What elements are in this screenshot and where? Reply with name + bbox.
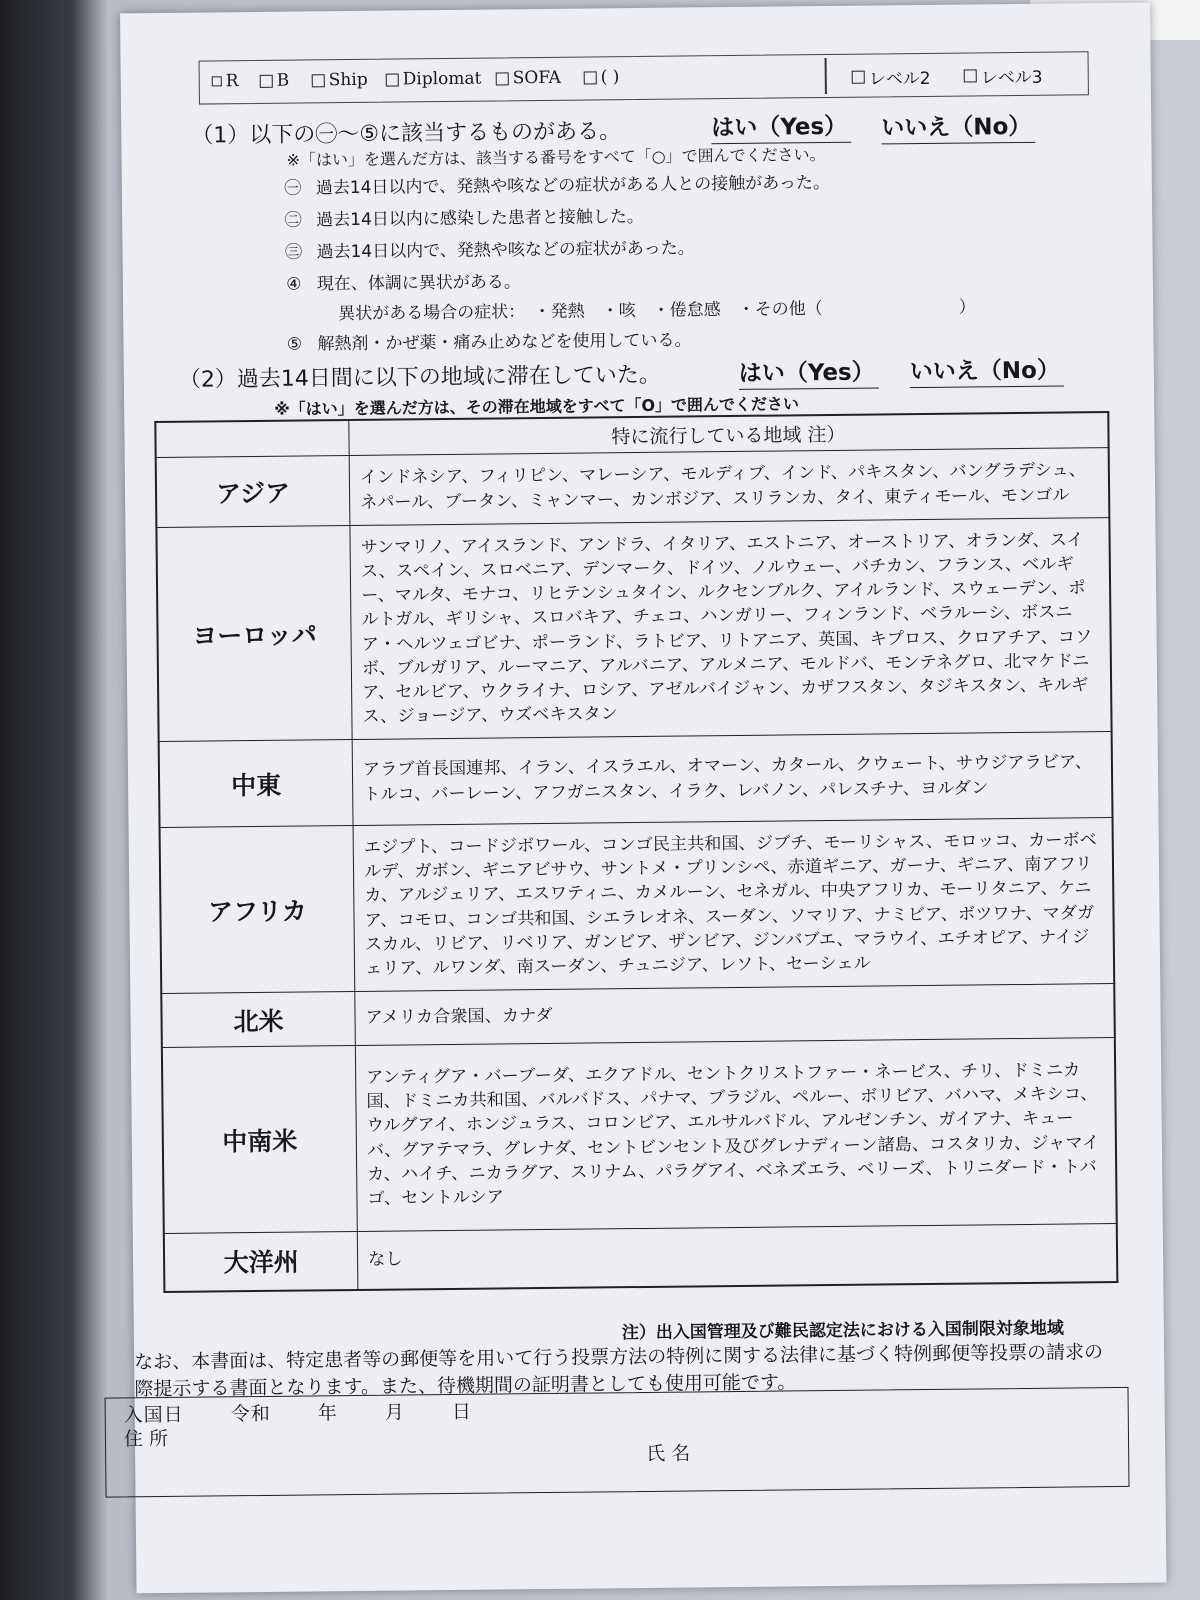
region-countries[interactable]: エジプト、コードジボワール、コンゴ民主共和国、ジブチ、モーリシャス、モロッコ、カーボベルデ、ガボン、ギニアビサウ、サントメ・プリンシペ、赤道ギニア、ガーナ、ギニア、南アフリカ、アルジェリア、エスワティニ、カメルーン、セネガル、中央アフリカ、モーリタニア、ケニア、コモロ、コンゴ共和国、シエラレオネ、スーダン、ソマリア、ナミビア、ボツワナ、マダガスカル、リビア、リベリア、ガンビア、ザンビア、ジンバブエ、マラウイ、エチオピア、ナイジェリア、ルワンダ、南スーダン、チュニジア、レソト、セーシェル: [353, 818, 1114, 992]
checkbox-icon: [496, 72, 509, 85]
table-footnote: 注）出入国管理及び難民認定法における入国制限対象地域: [621, 1318, 1064, 1344]
regions-table: [154, 411, 1118, 1292]
option-r[interactable]: R: [212, 71, 239, 91]
region-countries[interactable]: アメリカ合衆国、カナダ: [355, 984, 1115, 1046]
option-level-2[interactable]: レベル2: [852, 64, 931, 90]
option-other[interactable]: ( ): [584, 67, 620, 87]
option-level-3[interactable]: レベル3: [964, 63, 1043, 89]
region-name[interactable]: 北米: [161, 991, 355, 1047]
legal-paragraph: なお、本書面は、特定患者等の郵便等を用いて行う投票方法の特例に関する法律に基づく特例郵便等投票の請求の際提示する書面となります。また、待機期間の証明書としても使用可能です。: [134, 1341, 1104, 1401]
region-name[interactable]: アジア: [156, 456, 350, 528]
region-name[interactable]: ヨーロッパ: [156, 526, 352, 742]
table-row: [162, 1038, 1117, 1234]
header-empty-cell: [155, 420, 349, 458]
entry-date-label: 入国日: [123, 1403, 184, 1427]
table-row: [164, 1224, 1118, 1292]
region-countries[interactable]: サンマリノ、アイスランド、アンドラ、イタリア、エストニア、オーストリア、オランダ、スイス、スペイン、スロベニア、デンマーク、ドイツ、ノルウェー、バチカン、フランス、ベルギー、マルタ、モナコ、リヒテンシュタイン、ルクセンブルク、アイルランド、スウェーデン、ポルトガル、ギリシャ、スロバキア、チェコ、ハンガリー、フィンランド、ベラルーシ、ボスニア・ヘルツェゴビナ、ポーランド、ラトビア、リトアニア、英国、キプロス、クロアチア、コソボ、ブルガリア、ルーマニア、アルバニア、アルメニア、モルドバ、モンテネグロ、北マケドニア、セルビア、ウクライナ、ロシア、アゼルバイジャン、カザフスタン、タジキスタン、キルギス、ジョージア、ウズベキスタン: [350, 518, 1112, 740]
option-sofa[interactable]: SOFA: [496, 68, 561, 89]
region-name[interactable]: 大洋州: [164, 1231, 358, 1291]
region-name[interactable]: アフリカ: [160, 825, 355, 993]
question-1-no[interactable]: いいえ（No）: [881, 108, 1035, 145]
symptom-item-3[interactable]: ㊂ 過去14日以内で、発熱や咳などの症状があった。: [284, 238, 695, 263]
region-countries[interactable]: アラブ首長国連邦、イラン、イスラエル、オマーン、カタール、クウェート、サウジアラビア、トルコ、バーレーン、アフガニスタン、イラク、レバノン、パレスチナ、ヨルダン: [352, 732, 1112, 826]
year-label: 年: [317, 1402, 338, 1425]
checkbox-icon: [260, 74, 273, 87]
question-1-yes[interactable]: はい（Yes）: [711, 108, 851, 144]
question-2-text: （2）過去14日間に以下の地域に滞在していた。: [178, 362, 661, 393]
symptom-item-2[interactable]: ㊁ 過去14日以内に感染した患者と接触した。: [284, 206, 644, 231]
symptom-detail-line: 異状がある場合の症状： ・発熱 ・咳 ・倦怠感 ・その他（ ）: [338, 297, 976, 325]
region-countries[interactable]: インドネシア、フィリピン、マレーシア、モルディブ、インド、パキスタン、バングラデシュ、ネパール、ブータン、ミャンマー、カンボジア、スリランカ、タイ、東ティモール、モンゴル: [349, 448, 1109, 526]
question-2-no[interactable]: いいえ（No）: [910, 352, 1064, 389]
entry-date-line[interactable]: [124, 1396, 513, 1427]
question-2-note: ※「はい」を選んだ方は、その滞在地域をすべて「O」で囲んでください: [274, 394, 800, 419]
name-label[interactable]: 氏 名: [646, 1442, 691, 1465]
checkbox-icon: [852, 71, 865, 84]
question-2-yes[interactable]: はい（Yes）: [739, 353, 879, 389]
table-header: 特に流行している地域 注）: [349, 412, 1109, 455]
table-row: [156, 448, 1110, 528]
checkbox-icon: [386, 73, 399, 86]
symptom-item-5[interactable]: ⑤ 解熱剤・かぜ薬・痛み止めなどを使用している。: [286, 330, 692, 355]
checkbox-icon: [212, 76, 222, 86]
option-diplomat[interactable]: Diplomat: [386, 69, 482, 90]
era-label: 令和: [230, 1402, 271, 1426]
symptom-item-4[interactable]: ④ 現在、体調に異状がある。: [286, 272, 521, 295]
table-row: [159, 732, 1113, 828]
day-label: 日: [451, 1400, 473, 1423]
option-b[interactable]: B: [260, 71, 290, 91]
region-name[interactable]: 中南米: [162, 1045, 357, 1233]
region-countries[interactable]: なし: [357, 1224, 1117, 1290]
declaration-form: [120, 3, 1166, 1594]
question-1-note: ※「はい」を選んだ方は、該当する番号をすべて「○」で囲んでください。: [286, 145, 826, 170]
checkbox-icon: [584, 71, 597, 84]
divider: [825, 58, 827, 94]
checkbox-icon: [312, 74, 325, 87]
region-countries[interactable]: アンティグア・バーブーダ、エクアドル、セントクリストファー・ネービス、チリ、ドミニカ国、ドミニカ共和国、バルバドス、パナマ、ブラジル、ペルー、ボリビア、バハマ、メキシコ、ウルグアイ、ホンジュラス、コロンビア、エルサルバドル、アルゼンチン、ガイアナ、キューバ、グアテマラ、グレナダ、セントビンセント及びグレナディーン諸島、コスタリカ、ジャマイカ、ハイチ、ニカラグア、スリナム、パラグアイ、ベネズエラ、ベリーズ、トリニダード・トバゴ、セントルシア: [355, 1038, 1116, 1232]
option-ship[interactable]: Ship: [312, 70, 368, 91]
region-name[interactable]: 中東: [159, 740, 353, 828]
personal-info-box: [105, 1387, 1130, 1498]
address-label[interactable]: 住 所: [123, 1427, 169, 1451]
symptom-item-1[interactable]: ㊀ 過去14日以内で、発熱や咳などの症状がある人との接触があった。: [284, 172, 831, 199]
checkbox-icon: [964, 69, 977, 82]
table-row: [160, 818, 1115, 994]
table-row: [156, 518, 1111, 742]
question-1-text: （1）以下の㊀〜⑤に該当するものがある。: [191, 119, 622, 149]
month-label: 月: [384, 1401, 406, 1424]
category-checkbox-bar: [199, 51, 1089, 104]
table-row: [161, 984, 1115, 1048]
